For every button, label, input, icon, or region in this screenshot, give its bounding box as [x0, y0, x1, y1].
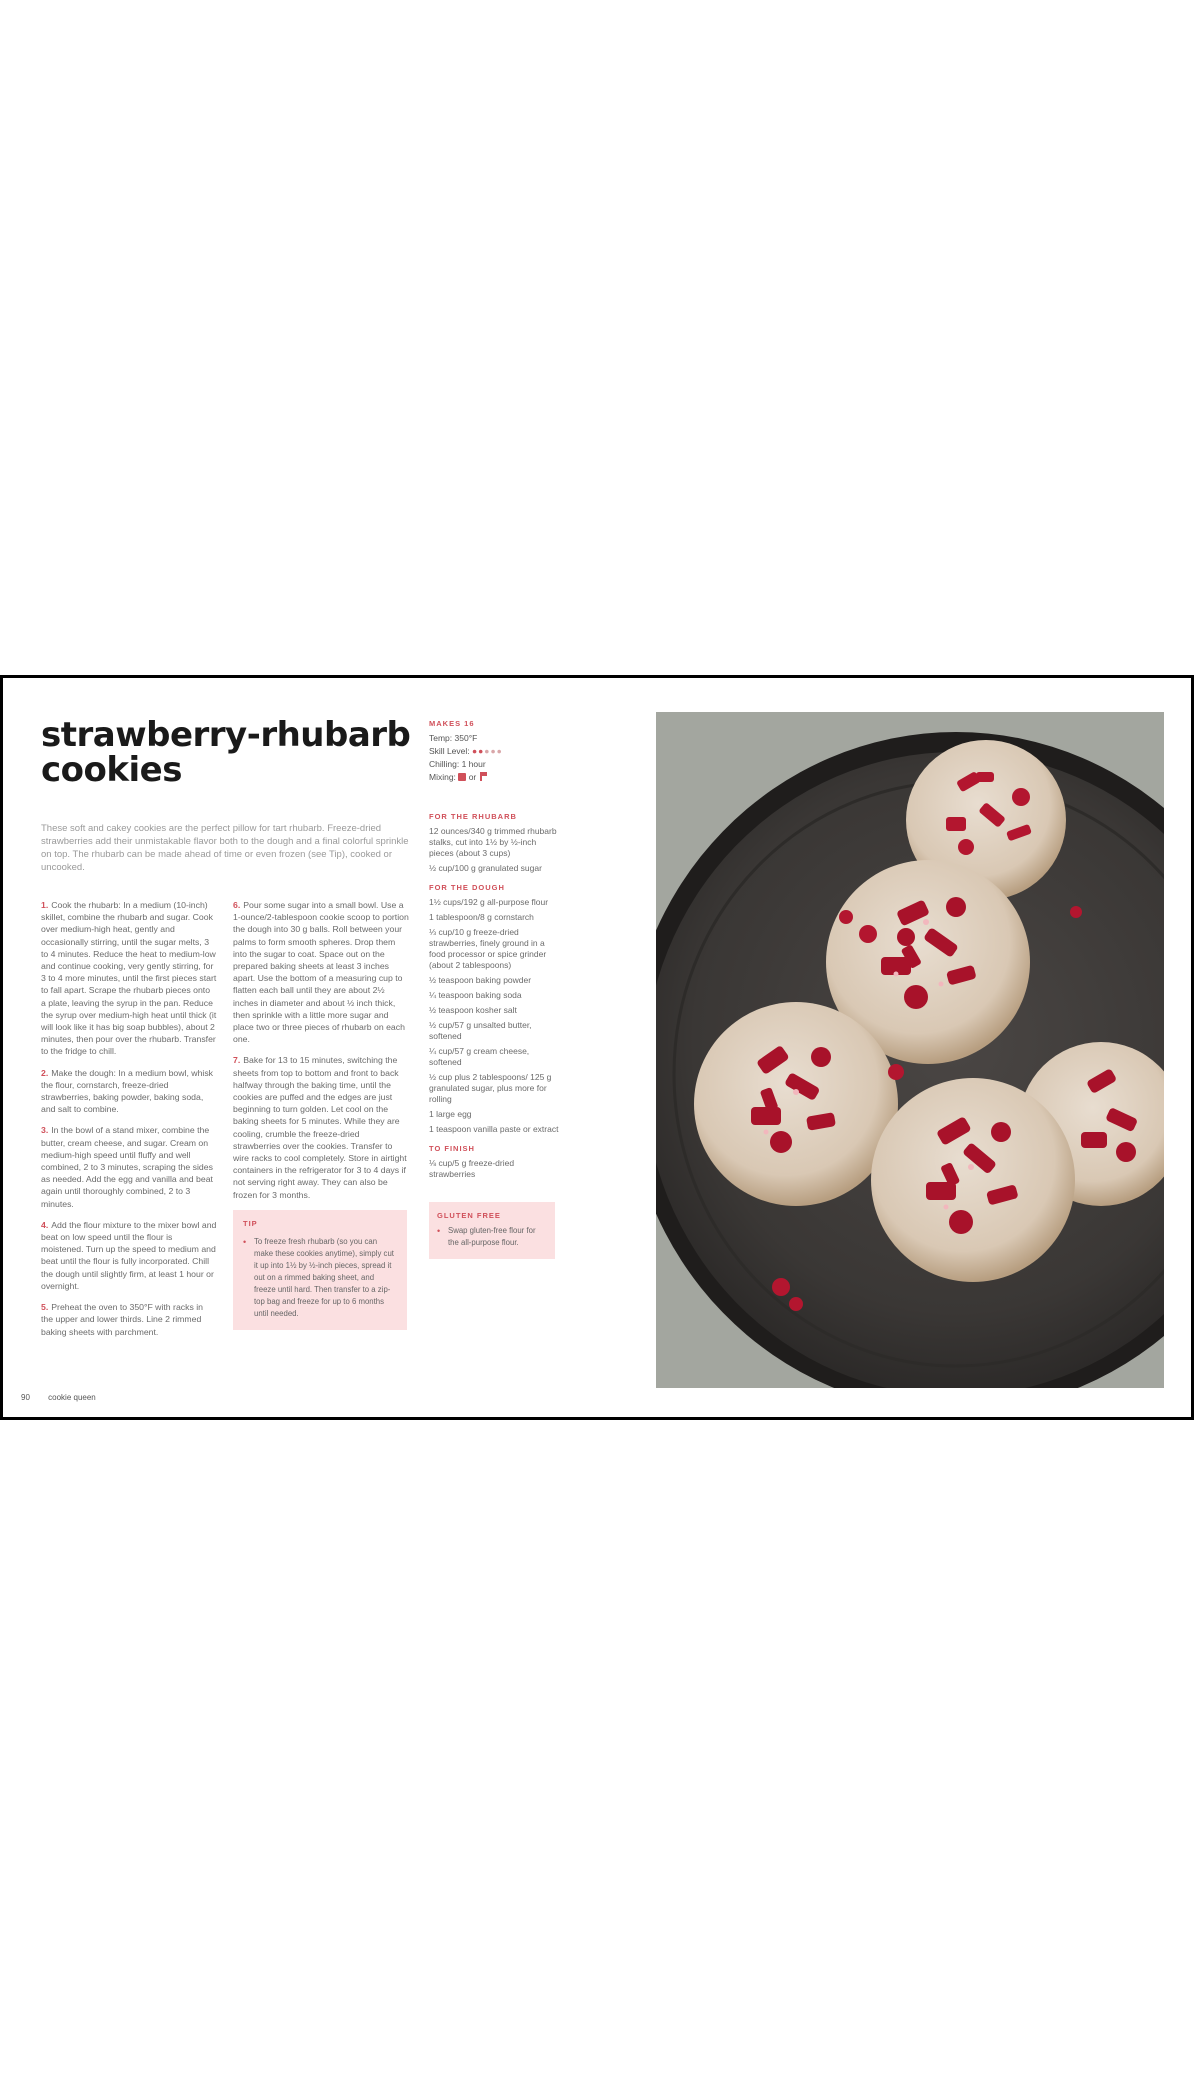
tip-box: [233, 1210, 407, 1330]
ingredient-item: ½ cup/100 g granulated sugar: [429, 863, 542, 873]
star-icon: ●: [478, 746, 485, 756]
star-icon: ●: [472, 746, 479, 756]
gluten-free-text-wrap: [437, 1225, 547, 1249]
step-text: Pour some sugar into a small bowl. Use a 1-ounce/2-tablespoon cookie scoop to portion the dough into 30 g balls. Roll between your palms to form smooth spheres. Drop them into the sugar to coat. Space out on the prepared baking sheets at least 3 inches apart. Use the bottom of a measuring cup to flatten each ball until they are about 2½ inches in diameter and about ½ inch thick, then sprinkle with a little more sugar and place two or three pieces of rhubarb on each one.: [233, 900, 409, 1045]
step-number: 6.: [233, 900, 241, 910]
method-column-1: [41, 899, 217, 1347]
recipe-title: strawberry-rhubarb cookies: [41, 715, 411, 790]
ingredient-list: [429, 826, 559, 874]
ingredient-item: 1 tablespoon/8 g cornstarch: [429, 912, 534, 922]
step-text: Bake for 13 to 15 minutes, switching the sheets from top to bottom and front to back halfway through the baking time, until the cookies are puffed and the edges are just beginning to turn golden. Let cool on the baking sheets for 5 minutes. While they are cooling, crumble the freeze-dried strawberries over the cookies. Transfer to wire racks to cool completely. Store in airtight containers in the refrigerator for 3 to 4 days if not serving right away. They can also be frozen for 3 months.: [233, 1055, 407, 1200]
ingredient-item: 1 large egg: [429, 1109, 472, 1119]
mixing-or: or: [468, 772, 477, 782]
method-step: [41, 1124, 217, 1209]
tip-text-wrap: [243, 1236, 397, 1320]
book-spread: [0, 675, 1194, 1420]
cookie: [694, 1002, 898, 1206]
step-text: Add the flour mixture to the mixer bowl and beat on low speed until the flour is moistened. Turn up the speed to medium and beat until the flour is fully incorporated. Chill the dough until slightly firm, at least 1 hour or overnight.: [41, 1219, 217, 1291]
method-step: [41, 1301, 217, 1338]
book-title: cookie queen: [48, 1393, 96, 1402]
skill-rating: [472, 746, 503, 756]
recipe-intro: These soft and cakey cookies are the perfect pillow for tart rhubarb. Freeze-dried strawberries add their unmistakable flavor both to the dough and a final colorful sprinkle on top. The rhubarb can be made ahead of time or even frozen (see Tip), cooked or uncooked.: [41, 823, 409, 873]
mixing-line: [429, 772, 559, 783]
ingredient-heading: FOR THE RHUBARB: [429, 812, 517, 821]
step-number: 1.: [41, 900, 49, 910]
step-number: 7.: [233, 1055, 241, 1066]
bullet-icon: •: [243, 1237, 247, 1248]
ingredient-item: ½ teaspoon kosher salt: [429, 1005, 517, 1015]
step-text: Make the dough: In a medium bowl, whisk the flour, cornstarch, freeze-dried strawberries, baking powder, baking soda, and salt to combine.: [41, 1067, 214, 1115]
method-step: [233, 1054, 409, 1200]
step-number: 2.: [41, 1067, 49, 1078]
ingredient-heading: TO FINISH: [429, 1144, 475, 1153]
ingredient-item: ⅛ cup/5 g freeze-dried strawberries: [429, 1158, 515, 1179]
ingredient-item: ⅓ cup/10 g freeze-dried strawberries, finely ground in a food processor or spice grinder (about 2 tablespoons): [429, 927, 547, 970]
ingredient-group: [429, 882, 559, 1135]
star-icon: ●: [490, 746, 497, 756]
ingredient-list: [429, 897, 559, 1135]
step-text: In the bowl of a stand mixer, combine the butter, cream cheese, and sugar. Cream on medium-high speed until fluffy and well combined, 2 to 3 minutes, scraping the sides as needed. Add the egg and vanilla and beat again until thoroughly combined, 2 to 3 minutes.: [41, 1125, 213, 1209]
step-number: 3.: [41, 1125, 49, 1136]
cookie-photo: [656, 712, 1164, 1388]
method-column-2: [233, 899, 409, 1330]
step-number: 5.: [41, 1302, 49, 1313]
hand-mixer-icon: [479, 772, 487, 781]
temp-line: Temp: 350°F: [429, 733, 478, 743]
ingredient-item: ½ cup plus 2 tablespoons/ 125 g granulated sugar, plus more for rolling: [429, 1072, 552, 1104]
bullet-icon: •: [437, 1226, 441, 1236]
ingredient-group: [429, 1143, 559, 1180]
ingredient-list: [429, 1158, 559, 1180]
tip-heading: TIP: [243, 1218, 258, 1228]
step-text: Cook the rhubarb: In a medium (10-inch) skillet, combine the rhubarb and sugar. Cook over medium-high heat, gently and occasionally stirring, until the sugar melts, 3 to 4 minutes. Reduce the heat to medium-low and continue cooking, very gently stirring, for 3 to 4 more minutes, until the first pieces start to fall apart. Scrape the rhubarb pieces onto a plate, leaving the syrup in the pan. Reduce the syrup over medium-high heat until thick (it will look like it has big soap bubbles), about 2 minutes, then pour over the rhubarb. Transfer to the fridge to chill.: [41, 900, 217, 1057]
method-step: [41, 1067, 217, 1116]
cookie-photo-illustration: [656, 712, 1164, 1388]
ingredients-column: [429, 718, 559, 1259]
gluten-free-box: [429, 1202, 555, 1259]
step-number: 4.: [41, 1219, 49, 1230]
ingredient-item: ¼ cup/57 g cream cheese, softened: [429, 1046, 530, 1067]
ingredient-item: 1½ cups/192 g all-purpose flour: [429, 897, 549, 907]
stand-mixer-icon: [458, 773, 466, 781]
gluten-free-text: Swap gluten-free flour for the all-purpose flour.: [448, 1226, 536, 1247]
star-icon: ●: [484, 746, 491, 756]
ingredient-item: ¼ teaspoon baking soda: [429, 990, 522, 1000]
ingredient-item: 12 ounces/340 g trimmed rhubarb stalks, cut into 1½ by ½-inch pieces (about 3 cups): [429, 826, 557, 858]
page-footer: [21, 1393, 96, 1402]
gluten-free-heading: GLUTEN FREE: [437, 1211, 501, 1220]
step-text: Preheat the oven to 350°F with racks in the upper and lower thirds. Line 2 rimmed baking sheets with parchment.: [41, 1302, 203, 1337]
page-number: 90: [21, 1393, 30, 1402]
ingredient-item: 1 teaspoon vanilla paste or extract: [429, 1124, 559, 1134]
method-step: [41, 899, 217, 1058]
skill-label: Skill Level:: [429, 746, 470, 756]
ingredient-heading: FOR THE DOUGH: [429, 883, 505, 892]
method-step: [41, 1219, 217, 1292]
ingredient-item: ½ cup/57 g unsalted butter, softened: [429, 1020, 532, 1041]
makes-label: MAKES 16: [429, 719, 475, 728]
mixing-label: Mixing:: [429, 772, 456, 782]
cookie: [871, 1078, 1075, 1282]
skill-line: [429, 746, 559, 757]
ingredient-group: [429, 811, 559, 874]
tip-text: To freeze fresh rhubarb (so you can make these cookies anytime), simply cut it up into 1½ by ½-inch pieces, spread it out on a rimmed baking sheet, and freeze until hard. Then transfer to a zip-top bag and freeze for up to 6 months until needed.: [254, 1237, 394, 1319]
recipe-meta: [429, 718, 559, 783]
method-step: [233, 899, 409, 1045]
star-icon: ●: [496, 746, 503, 756]
ingredient-item: ½ teaspoon baking powder: [429, 975, 532, 985]
chilling-line: Chilling: 1 hour: [429, 759, 486, 769]
